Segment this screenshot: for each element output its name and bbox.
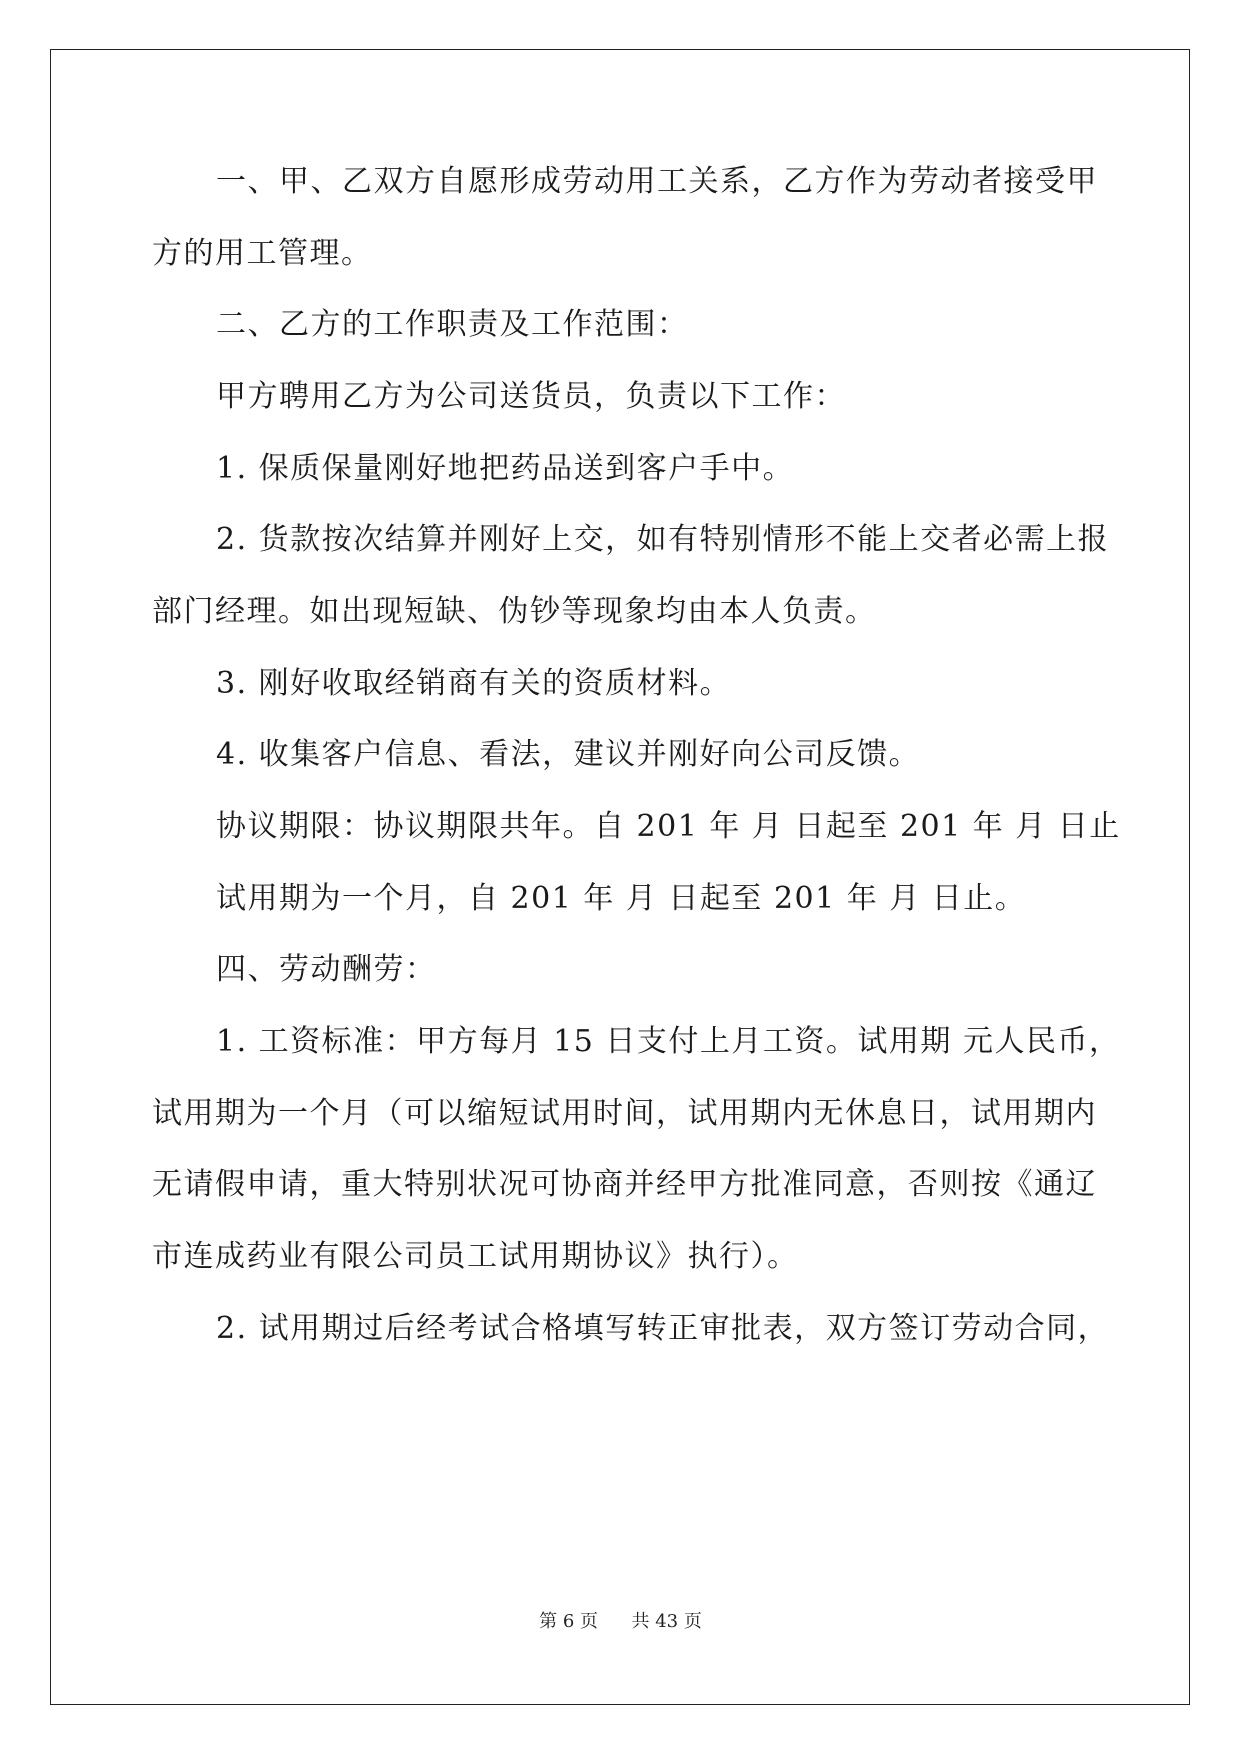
paragraph-line: 试用期为一个月（可以缩短试用时间，试用期内无休息日，试用期内 (152, 1096, 1097, 1131)
section-heading: 二、乙方的工作职责及工作范围： (216, 307, 689, 342)
list-item: 1. 工资标准：甲方每月 15 日支付上月工资。试用期 元人民币， (216, 1024, 1121, 1059)
paragraph-line: 一、甲、乙双方自愿形成劳动用工关系，乙方作为劳动者接受甲 (216, 164, 1098, 199)
page-border (50, 49, 1190, 1705)
list-item: 3. 刚好收取经销商有关的资质材料。 (216, 666, 732, 701)
list-item: 2. 试用期过后经考试合格填写转正审批表，双方签订劳动合同， (216, 1311, 1110, 1346)
section-heading: 四、劳动酬劳： (216, 952, 437, 987)
paragraph-line: 无请假申请，重大特别状况可协商并经甲方批准同意，否则按《通辽 (152, 1167, 1097, 1202)
list-item: 2. 货款按次结算并刚好上交，如有特别情形不能上交者必需上报 (216, 522, 1110, 557)
paragraph-line: 市连成药业有限公司员工试用期协议》执行）。 (152, 1239, 799, 1274)
page-footer (0, 1607, 1241, 1633)
page-total: 共 43 页 (631, 1611, 702, 1632)
list-item: 4. 收集客户信息、看法，建议并刚好向公司反馈。 (216, 737, 921, 772)
list-item: 1. 保质保量刚好地把药品送到客户手中。 (216, 451, 795, 486)
paragraph-line: 协议期限：协议期限共年。自 201 年 月 日起至 201 年 月 日止 (216, 809, 1121, 844)
paragraph-line: 甲方聘用乙方为公司送货员，负责以下工作： (216, 379, 846, 414)
page-number: 第 6 页 (539, 1611, 599, 1632)
paragraph-line: 试用期为一个月，自 201 年 月 日起至 201 年 月 日止。 (216, 881, 1027, 916)
paragraph-line: 部门经理。如出现短缺、伪钞等现象均由本人负责。 (152, 594, 877, 629)
paragraph-line: 方的用工管理。 (152, 236, 373, 271)
